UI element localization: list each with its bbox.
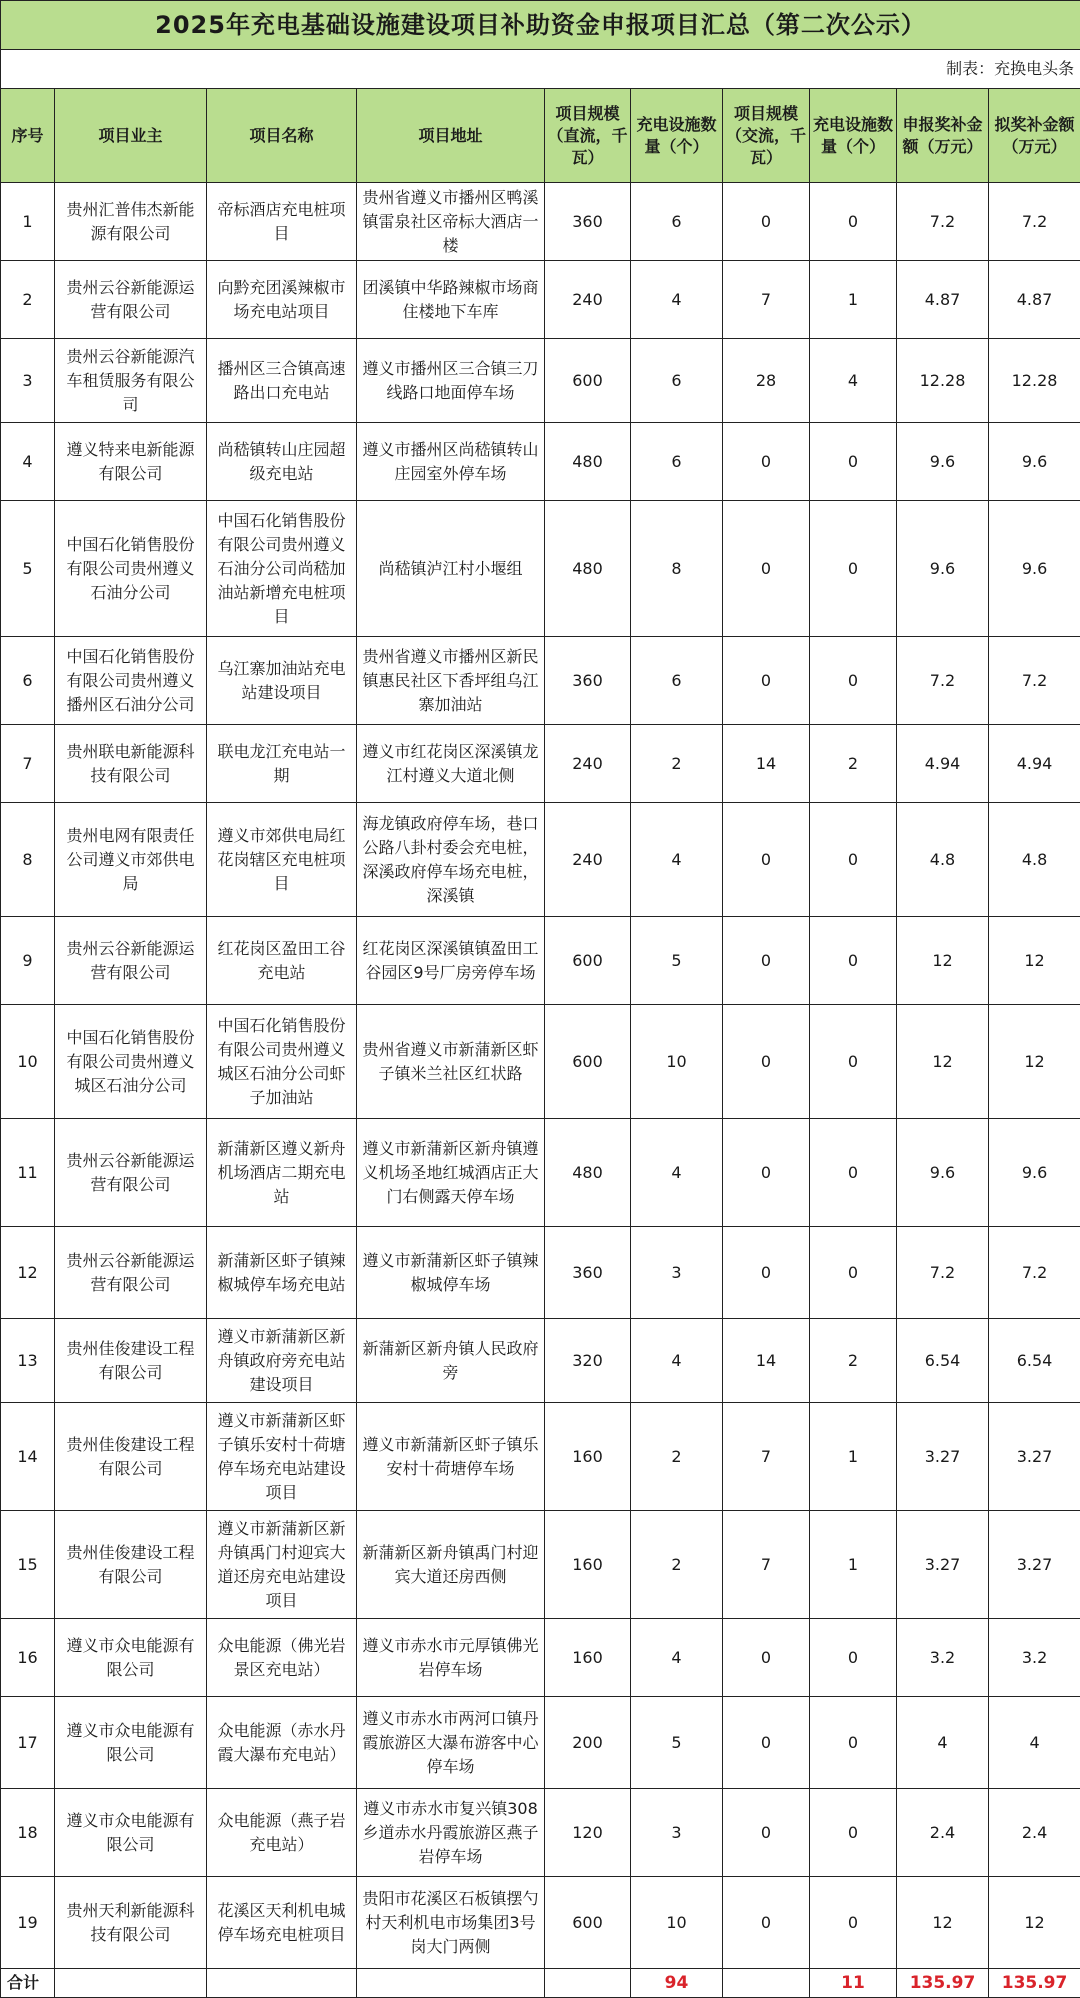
dc-count: 4 [631, 261, 723, 339]
dc-scale: 480 [545, 1119, 631, 1227]
header-no: 序号 [1, 89, 55, 183]
project-name: 向黔充团溪辣椒市场充电站项目 [207, 261, 357, 339]
dc-count: 4 [631, 803, 723, 917]
approved-amount: 12 [989, 1877, 1080, 1969]
header-approved-amount: 拟奖补金额（万元） [989, 89, 1080, 183]
apply-amount: 6.54 [897, 1319, 989, 1403]
row-number: 14 [1, 1403, 55, 1511]
total-row [1, 1969, 1080, 1998]
project-owner: 贵州佳俊建设工程有限公司 [55, 1319, 207, 1403]
ac-count: 0 [810, 1119, 897, 1227]
approved-amount: 2.4 [989, 1789, 1080, 1877]
dc-count: 6 [631, 339, 723, 423]
total-dc-count: 94 [631, 1969, 723, 1998]
dc-count: 6 [631, 183, 723, 261]
ac-scale: 7 [723, 1403, 810, 1511]
project-owner: 中国石化销售股份有限公司贵州遵义城区石油分公司 [55, 1005, 207, 1119]
table-row [1, 1877, 1080, 1969]
header-dc-count: 充电设施数量（个） [631, 89, 723, 183]
ac-scale: 7 [723, 261, 810, 339]
project-name: 遵义市新蒲新区虾子镇乐安村十荷塘停车场充电站建设项目 [207, 1403, 357, 1511]
apply-amount: 4.87 [897, 261, 989, 339]
ac-count: 0 [810, 1005, 897, 1119]
dc-count: 3 [631, 1227, 723, 1319]
ac-count: 0 [810, 183, 897, 261]
ac-count: 0 [810, 803, 897, 917]
apply-amount: 9.6 [897, 1119, 989, 1227]
project-address: 海龙镇政府停车场，巷口公路八卦村委会充电桩，深溪政府停车场充电桩，深溪镇 [357, 803, 545, 917]
dc-scale: 240 [545, 261, 631, 339]
apply-amount: 4 [897, 1697, 989, 1789]
table-row [1, 261, 1080, 339]
table-row [1, 1319, 1080, 1403]
empty-cell [357, 1969, 545, 1998]
dc-count: 6 [631, 423, 723, 501]
dc-scale: 600 [545, 917, 631, 1005]
maker-credit: 制表：充换电头条 [1, 50, 1080, 89]
row-number: 19 [1, 1877, 55, 1969]
project-name: 乌江寨加油站充电站建设项目 [207, 637, 357, 725]
project-address: 遵义市新蒲新区虾子镇辣椒城停车场 [357, 1227, 545, 1319]
table-row [1, 423, 1080, 501]
project-address: 尚嵇镇泸江村小堰组 [357, 501, 545, 637]
project-owner: 贵州云谷新能源运营有限公司 [55, 1119, 207, 1227]
project-name: 众电能源（燕子岩充电站） [207, 1789, 357, 1877]
ac-scale: 0 [723, 1227, 810, 1319]
apply-amount: 7.2 [897, 183, 989, 261]
row-number: 15 [1, 1511, 55, 1619]
project-address: 遵义市新蒲新区虾子镇乐安村十荷塘停车场 [357, 1403, 545, 1511]
project-name: 遵义市新蒲新区新舟镇政府旁充电站建设项目 [207, 1319, 357, 1403]
table-row [1, 803, 1080, 917]
project-name: 中国石化销售股份有限公司贵州遵义城区石油分公司虾子加油站 [207, 1005, 357, 1119]
row-number: 4 [1, 423, 55, 501]
empty-cell [723, 1969, 810, 1998]
dc-scale: 240 [545, 803, 631, 917]
project-owner: 贵州佳俊建设工程有限公司 [55, 1403, 207, 1511]
row-number: 3 [1, 339, 55, 423]
ac-count: 0 [810, 1227, 897, 1319]
ac-scale: 0 [723, 803, 810, 917]
table-row [1, 501, 1080, 637]
project-name: 中国石化销售股份有限公司贵州遵义石油分公司尚嵇加油站新增充电桩项目 [207, 501, 357, 637]
table-row [1, 917, 1080, 1005]
table-row [1, 1511, 1080, 1619]
dc-scale: 360 [545, 1227, 631, 1319]
apply-amount: 4.8 [897, 803, 989, 917]
approved-amount: 7.2 [989, 637, 1080, 725]
ac-count: 2 [810, 1319, 897, 1403]
table-row [1, 1403, 1080, 1511]
dc-count: 2 [631, 1403, 723, 1511]
project-address: 遵义市红花岗区深溪镇龙江村遵义大道北侧 [357, 725, 545, 803]
project-name: 新蒲新区虾子镇辣椒城停车场充电站 [207, 1227, 357, 1319]
maker-row [1, 50, 1080, 89]
dc-scale: 600 [545, 1877, 631, 1969]
ac-count: 1 [810, 1403, 897, 1511]
approved-amount: 9.6 [989, 501, 1080, 637]
project-address: 遵义市新蒲新区新舟镇遵义机场圣地红城酒店正大门右侧露天停车场 [357, 1119, 545, 1227]
project-owner: 贵州佳俊建设工程有限公司 [55, 1511, 207, 1619]
project-owner: 贵州天利新能源科技有限公司 [55, 1877, 207, 1969]
dc-scale: 200 [545, 1697, 631, 1789]
project-owner: 遵义市众电能源有限公司 [55, 1697, 207, 1789]
header-ac-count: 充电设施数量（个） [810, 89, 897, 183]
ac-scale: 28 [723, 339, 810, 423]
apply-amount: 4.94 [897, 725, 989, 803]
project-address: 贵州省遵义市播州区鸭溪镇雷泉社区帝标大酒店一楼 [357, 183, 545, 261]
ac-scale: 14 [723, 725, 810, 803]
row-number: 17 [1, 1697, 55, 1789]
approved-amount: 12 [989, 1005, 1080, 1119]
row-number: 18 [1, 1789, 55, 1877]
project-address: 贵州省遵义市播州区新民镇惠民社区下香坪组乌江寨加油站 [357, 637, 545, 725]
dc-count: 10 [631, 1005, 723, 1119]
ac-scale: 0 [723, 1619, 810, 1697]
project-owner: 贵州云谷新能源运营有限公司 [55, 261, 207, 339]
apply-amount: 9.6 [897, 501, 989, 637]
row-number: 9 [1, 917, 55, 1005]
apply-amount: 9.6 [897, 423, 989, 501]
ac-scale: 0 [723, 1877, 810, 1969]
dc-scale: 120 [545, 1789, 631, 1877]
apply-amount: 12 [897, 1005, 989, 1119]
approved-amount: 3.27 [989, 1511, 1080, 1619]
project-address: 遵义市赤水市复兴镇308乡道赤水丹霞旅游区燕子岩停车场 [357, 1789, 545, 1877]
project-owner: 贵州电网有限责任公司遵义市郊供电局 [55, 803, 207, 917]
ac-scale: 7 [723, 1511, 810, 1619]
project-owner: 中国石化销售股份有限公司贵州遵义播州区石油分公司 [55, 637, 207, 725]
dc-count: 3 [631, 1789, 723, 1877]
project-name: 众电能源（佛光岩景区充电站） [207, 1619, 357, 1697]
dc-count: 2 [631, 1511, 723, 1619]
ac-scale: 14 [723, 1319, 810, 1403]
project-owner: 贵州汇普伟杰新能源有限公司 [55, 183, 207, 261]
project-address: 遵义市播州区三合镇三刀线路口地面停车场 [357, 339, 545, 423]
table-title: 2025年充电基础设施建设项目补助资金申报项目汇总（第二次公示） [1, 1, 1080, 50]
dc-scale: 160 [545, 1511, 631, 1619]
table-row [1, 339, 1080, 423]
ac-scale: 0 [723, 1789, 810, 1877]
apply-amount: 2.4 [897, 1789, 989, 1877]
project-name: 花溪区天利机电城停车场充电桩项目 [207, 1877, 357, 1969]
row-number: 8 [1, 803, 55, 917]
title-row [1, 1, 1080, 50]
dc-count: 6 [631, 637, 723, 725]
row-number: 16 [1, 1619, 55, 1697]
project-owner: 贵州云谷新能源运营有限公司 [55, 917, 207, 1005]
dc-count: 4 [631, 1119, 723, 1227]
approved-amount: 3.27 [989, 1403, 1080, 1511]
row-number: 10 [1, 1005, 55, 1119]
approved-amount: 12.28 [989, 339, 1080, 423]
approved-amount: 7.2 [989, 1227, 1080, 1319]
dc-scale: 160 [545, 1403, 631, 1511]
ac-scale: 0 [723, 183, 810, 261]
dc-scale: 600 [545, 1005, 631, 1119]
total-label: 合计 [1, 1969, 55, 1998]
apply-amount: 7.2 [897, 1227, 989, 1319]
project-name: 遵义市郊供电局红花岗辖区充电桩项目 [207, 803, 357, 917]
approved-amount: 9.6 [989, 1119, 1080, 1227]
project-owner: 贵州联电新能源科技有限公司 [55, 725, 207, 803]
dc-scale: 320 [545, 1319, 631, 1403]
ac-scale: 0 [723, 917, 810, 1005]
header-address: 项目地址 [357, 89, 545, 183]
ac-count: 4 [810, 339, 897, 423]
project-address: 红花岗区深溪镇镇盈田工谷园区9号厂房旁停车场 [357, 917, 545, 1005]
row-number: 7 [1, 725, 55, 803]
dc-count: 4 [631, 1619, 723, 1697]
project-address: 新蒲新区新舟镇人民政府旁 [357, 1319, 545, 1403]
dc-count: 5 [631, 1697, 723, 1789]
ac-count: 0 [810, 423, 897, 501]
header-ac-scale: 项目规模（交流，千瓦） [723, 89, 810, 183]
project-name: 红花岗区盈田工谷充电站 [207, 917, 357, 1005]
project-owner: 贵州云谷新能源汽车租赁服务有限公司 [55, 339, 207, 423]
ac-count: 0 [810, 501, 897, 637]
project-address: 遵义市播州区尚嵇镇转山庄园室外停车场 [357, 423, 545, 501]
row-number: 5 [1, 501, 55, 637]
project-name: 尚嵇镇转山庄园超级充电站 [207, 423, 357, 501]
table-row [1, 1619, 1080, 1697]
dc-count: 10 [631, 1877, 723, 1969]
ac-scale: 0 [723, 1005, 810, 1119]
project-owner: 遵义特来电新能源有限公司 [55, 423, 207, 501]
table-row [1, 1005, 1080, 1119]
apply-amount: 3.27 [897, 1511, 989, 1619]
header-dc-scale: 项目规模（直流，千瓦） [545, 89, 631, 183]
approved-amount: 3.2 [989, 1619, 1080, 1697]
dc-scale: 600 [545, 339, 631, 423]
ac-count: 0 [810, 1697, 897, 1789]
ac-scale: 0 [723, 423, 810, 501]
table-row [1, 725, 1080, 803]
dc-scale: 240 [545, 725, 631, 803]
header-project-name: 项目名称 [207, 89, 357, 183]
row-number: 13 [1, 1319, 55, 1403]
project-name: 众电能源（赤水丹霞大瀑布充电站） [207, 1697, 357, 1789]
row-number: 1 [1, 183, 55, 261]
approved-amount: 4.87 [989, 261, 1080, 339]
apply-amount: 7.2 [897, 637, 989, 725]
approved-amount: 12 [989, 917, 1080, 1005]
header-apply-amount: 申报奖补金额（万元） [897, 89, 989, 183]
dc-count: 8 [631, 501, 723, 637]
project-address: 遵义市赤水市两河口镇丹霞旅游区大瀑布游客中心停车场 [357, 1697, 545, 1789]
ac-count: 0 [810, 1789, 897, 1877]
dc-scale: 480 [545, 423, 631, 501]
header-row [1, 89, 1080, 183]
project-name: 播州区三合镇高速路出口充电站 [207, 339, 357, 423]
row-number: 12 [1, 1227, 55, 1319]
project-owner: 遵义市众电能源有限公司 [55, 1789, 207, 1877]
project-name: 联电龙江充电站一期 [207, 725, 357, 803]
project-name: 新蒲新区遵义新舟机场酒店二期充电站 [207, 1119, 357, 1227]
empty-cell [55, 1969, 207, 1998]
apply-amount: 12 [897, 917, 989, 1005]
row-number: 6 [1, 637, 55, 725]
ac-scale: 0 [723, 637, 810, 725]
project-address: 遵义市赤水市元厚镇佛光岩停车场 [357, 1619, 545, 1697]
project-owner: 遵义市众电能源有限公司 [55, 1619, 207, 1697]
project-name: 帝标酒店充电桩项目 [207, 183, 357, 261]
approved-amount: 4.8 [989, 803, 1080, 917]
empty-cell [207, 1969, 357, 1998]
ac-count: 1 [810, 1511, 897, 1619]
approved-amount: 7.2 [989, 183, 1080, 261]
ac-count: 0 [810, 1619, 897, 1697]
apply-amount: 12.28 [897, 339, 989, 423]
dc-scale: 480 [545, 501, 631, 637]
approved-amount: 6.54 [989, 1319, 1080, 1403]
apply-amount: 3.2 [897, 1619, 989, 1697]
project-owner: 贵州云谷新能源运营有限公司 [55, 1227, 207, 1319]
project-name: 遵义市新蒲新区新舟镇禹门村迎宾大道还房充电站建设项目 [207, 1511, 357, 1619]
project-address: 贵阳市花溪区石板镇摆勺村天利机电市场集团3号岗大门两侧 [357, 1877, 545, 1969]
table-row [1, 1697, 1080, 1789]
approved-amount: 9.6 [989, 423, 1080, 501]
dc-count: 2 [631, 725, 723, 803]
dc-scale: 360 [545, 637, 631, 725]
dc-count: 5 [631, 917, 723, 1005]
ac-count: 2 [810, 725, 897, 803]
dc-scale: 160 [545, 1619, 631, 1697]
table-row [1, 1119, 1080, 1227]
table-row [1, 637, 1080, 725]
approved-amount: 4 [989, 1697, 1080, 1789]
ac-count: 0 [810, 917, 897, 1005]
table-row [1, 1227, 1080, 1319]
total-ac-count: 11 [810, 1969, 897, 1998]
project-owner: 中国石化销售股份有限公司贵州遵义石油分公司 [55, 501, 207, 637]
total-approved-amount: 135.97 [989, 1969, 1080, 1998]
project-address: 团溪镇中华路辣椒市场商住楼地下车库 [357, 261, 545, 339]
row-number: 2 [1, 261, 55, 339]
row-number: 11 [1, 1119, 55, 1227]
dc-scale: 360 [545, 183, 631, 261]
apply-amount: 3.27 [897, 1403, 989, 1511]
table-row [1, 183, 1080, 261]
ac-count: 0 [810, 637, 897, 725]
project-address: 贵州省遵义市新蒲新区虾子镇米兰社区红状路 [357, 1005, 545, 1119]
ac-scale: 0 [723, 1697, 810, 1789]
total-apply-amount: 135.97 [897, 1969, 989, 1998]
empty-cell [545, 1969, 631, 1998]
ac-scale: 0 [723, 1119, 810, 1227]
project-address: 新蒲新区新舟镇禹门村迎宾大道还房西侧 [357, 1511, 545, 1619]
ac-count: 0 [810, 1877, 897, 1969]
ac-scale: 0 [723, 501, 810, 637]
approved-amount: 4.94 [989, 725, 1080, 803]
ac-count: 1 [810, 261, 897, 339]
apply-amount: 12 [897, 1877, 989, 1969]
table-row [1, 1789, 1080, 1877]
header-owner: 项目业主 [55, 89, 207, 183]
dc-count: 4 [631, 1319, 723, 1403]
